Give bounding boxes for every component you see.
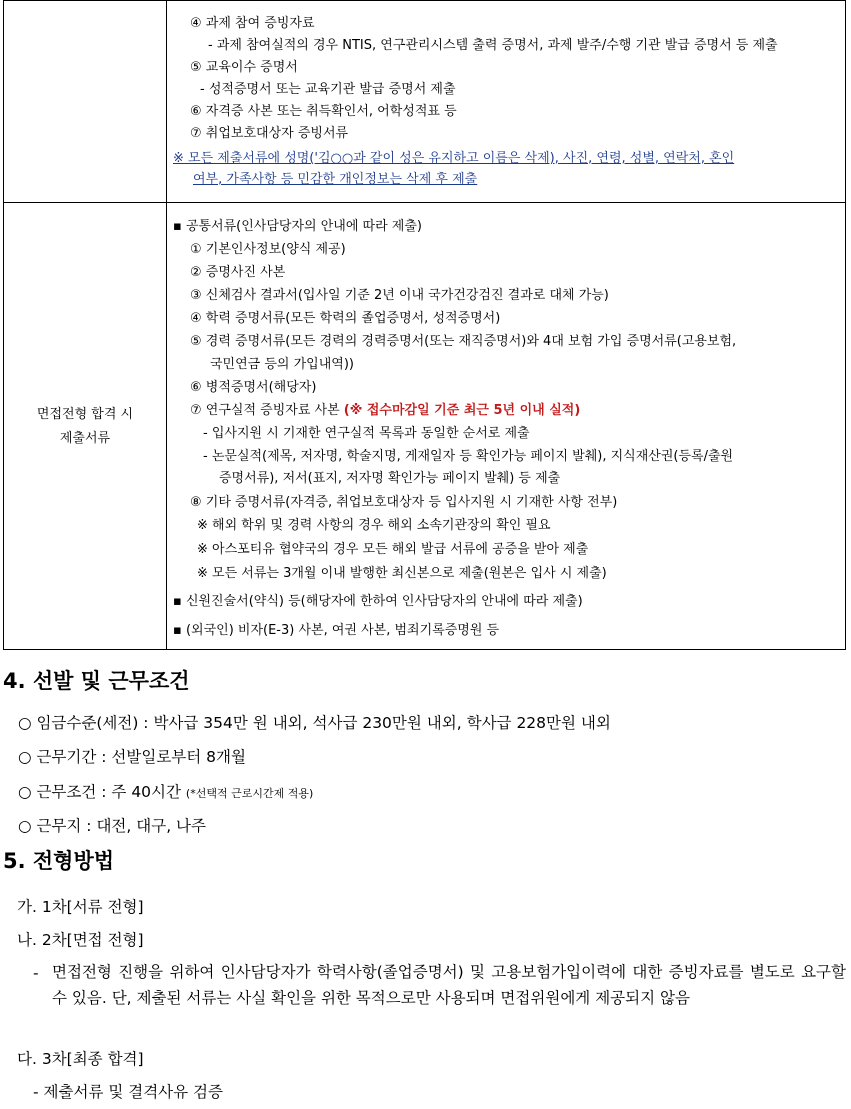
list-item: ⑦ 취업보호대상자 증빙서류 xyxy=(190,126,349,141)
section-5-title: 5. 전형방법 xyxy=(3,849,115,873)
deadline-note: (※ 접수마감일 기준 최근 5년 이내 실적) xyxy=(343,403,581,418)
list-item: ▪ (외국인) 비자(E-3) 사본, 여권 사본, 범죄기록증명원 등 xyxy=(173,623,500,638)
process-step: 나. 2차[면접 전형] xyxy=(17,931,144,949)
list-item: ※ 아스포티유 협약국의 경우 모든 해외 발급 서류에 공증을 받아 제출 xyxy=(197,542,589,557)
row-label xyxy=(4,403,166,451)
row-label-line: 면접전형 합격 시 xyxy=(36,407,134,422)
list-item: ※ 해외 학위 및 경력 사항의 경우 해외 소속기관장의 확인 필요 xyxy=(197,518,551,533)
list-item: ⑧ 기타 증명서류(자격증, 취업보호대상자 등 입사지원 시 기재한 사항 전부) xyxy=(190,495,618,510)
section-4-title: 4. 선발 및 근무조건 xyxy=(3,669,190,693)
condition-item: ○ 근무지 : 대전, 대구, 나주 xyxy=(18,817,206,835)
condition-text: ○ 근무조건 : 주 40시간 xyxy=(18,783,186,801)
list-item-text: ⑦ 연구실적 증빙자료 사본 xyxy=(190,403,344,418)
process-note: 면접전형 진행을 위하여 인사담당자가 학력사항(졸업증명서) 및 고용보험가입이력에 대한 증빙자료를 별도로 요구할 수 있음. 단, 제출된 서류는 사실 확인을 위한 목적으로만 사용되며 면접위원에게 제공되지 않음 xyxy=(52,963,846,1007)
list-item: ※ 모든 서류는 3개월 이내 발행한 최신본으로 제출(원본은 입사 시 제출) xyxy=(197,566,607,581)
list-item: ▪ 신원진술서(약식) 등(해당자에 한하여 인사담당자의 안내에 따라 제출) xyxy=(173,594,583,609)
list-item: 증명서류), 저서(표지, 저자명 확인가능 페이지 발췌) 등 제출 xyxy=(219,471,561,486)
condition-note: (*선택적 근로시간제 적용) xyxy=(185,787,314,800)
condition-item xyxy=(18,780,313,806)
table-cell-empty xyxy=(4,1,167,203)
process-step: 다. 3차[최종 합격] xyxy=(17,1050,144,1068)
process-step: 가. 1차[서류 전형] xyxy=(17,898,144,916)
list-item: ① 기본인사정보(양식 제공) xyxy=(190,242,346,257)
table-cell-documents-2 xyxy=(167,203,846,650)
condition-item: ○ 임금수준(세전) : 박사급 354만 원 내외, 석사급 230만원 내외, 학사급 228만원 내외 xyxy=(18,714,611,732)
list-item: ④ 학력 증명서류(모든 학력의 졸업증명서, 성적증명서) xyxy=(190,311,501,326)
document-table xyxy=(3,0,846,650)
table-cell-documents-1 xyxy=(167,1,846,203)
list-item: - 입사지원 시 기재한 연구실적 목록과 동일한 순서로 제출 xyxy=(203,426,530,441)
list-item: ▪ 공통서류(인사담당자의 안내에 따라 제출) xyxy=(173,219,422,234)
warning-note: 여부, 가족사항 등 민감한 개인정보는 삭제 후 제출 xyxy=(193,172,478,187)
process-note: - 제출서류 및 결격사유 검증 xyxy=(33,1083,224,1101)
condition-item: ○ 근무기간 : 선발일로부터 8개월 xyxy=(18,748,246,766)
list-item: ③ 신체검사 결과서(입사일 기준 2년 이내 국가건강검진 결과로 대체 가능) xyxy=(190,288,609,303)
list-item: - 성적증명서 또는 교육기관 발급 증명서 제출 xyxy=(200,82,456,97)
list-item: 국민연금 등의 가입내역)) xyxy=(210,357,354,372)
list-item: ② 증명사진 사본 xyxy=(190,265,286,280)
list-item: - 논문실적(제목, 저자명, 학술지명, 게재일자 등 확인가능 페이지 발췌), 지식재산권(등록/출원 xyxy=(203,449,734,464)
list-item: ⑥ 자격증 사본 또는 취득확인서, 어학성적표 등 xyxy=(190,104,457,119)
list-item: ⑥ 병적증명서(해당자) xyxy=(190,380,317,395)
dash-marker: - xyxy=(33,964,39,982)
list-item: ④ 과제 참여 증빙자료 xyxy=(190,16,315,31)
warning-note: ※ 모든 제출서류에 성명('김○○과 같이 성은 유지하고 이름은 삭제), 사진, 연령, 성별, 연락처, 혼인 xyxy=(173,151,735,166)
list-item: - 과제 참여실적의 경우 NTIS, 연구관리시스템 출력 증명서, 과제 발주/수행 기관 발급 증명서 등 제출 xyxy=(208,38,778,53)
table-row-label-cell xyxy=(4,203,167,650)
list-item: ⑤ 경력 증명서류(모든 경력의 경력증명서(또는 재직증명서)와 4대 보험 가입 증명서류(고용보험, xyxy=(190,334,737,349)
list-item: ⑤ 교육이수 증명서 xyxy=(190,60,298,75)
list-item xyxy=(190,401,580,421)
row-label-line: 제출서류 xyxy=(59,431,111,446)
